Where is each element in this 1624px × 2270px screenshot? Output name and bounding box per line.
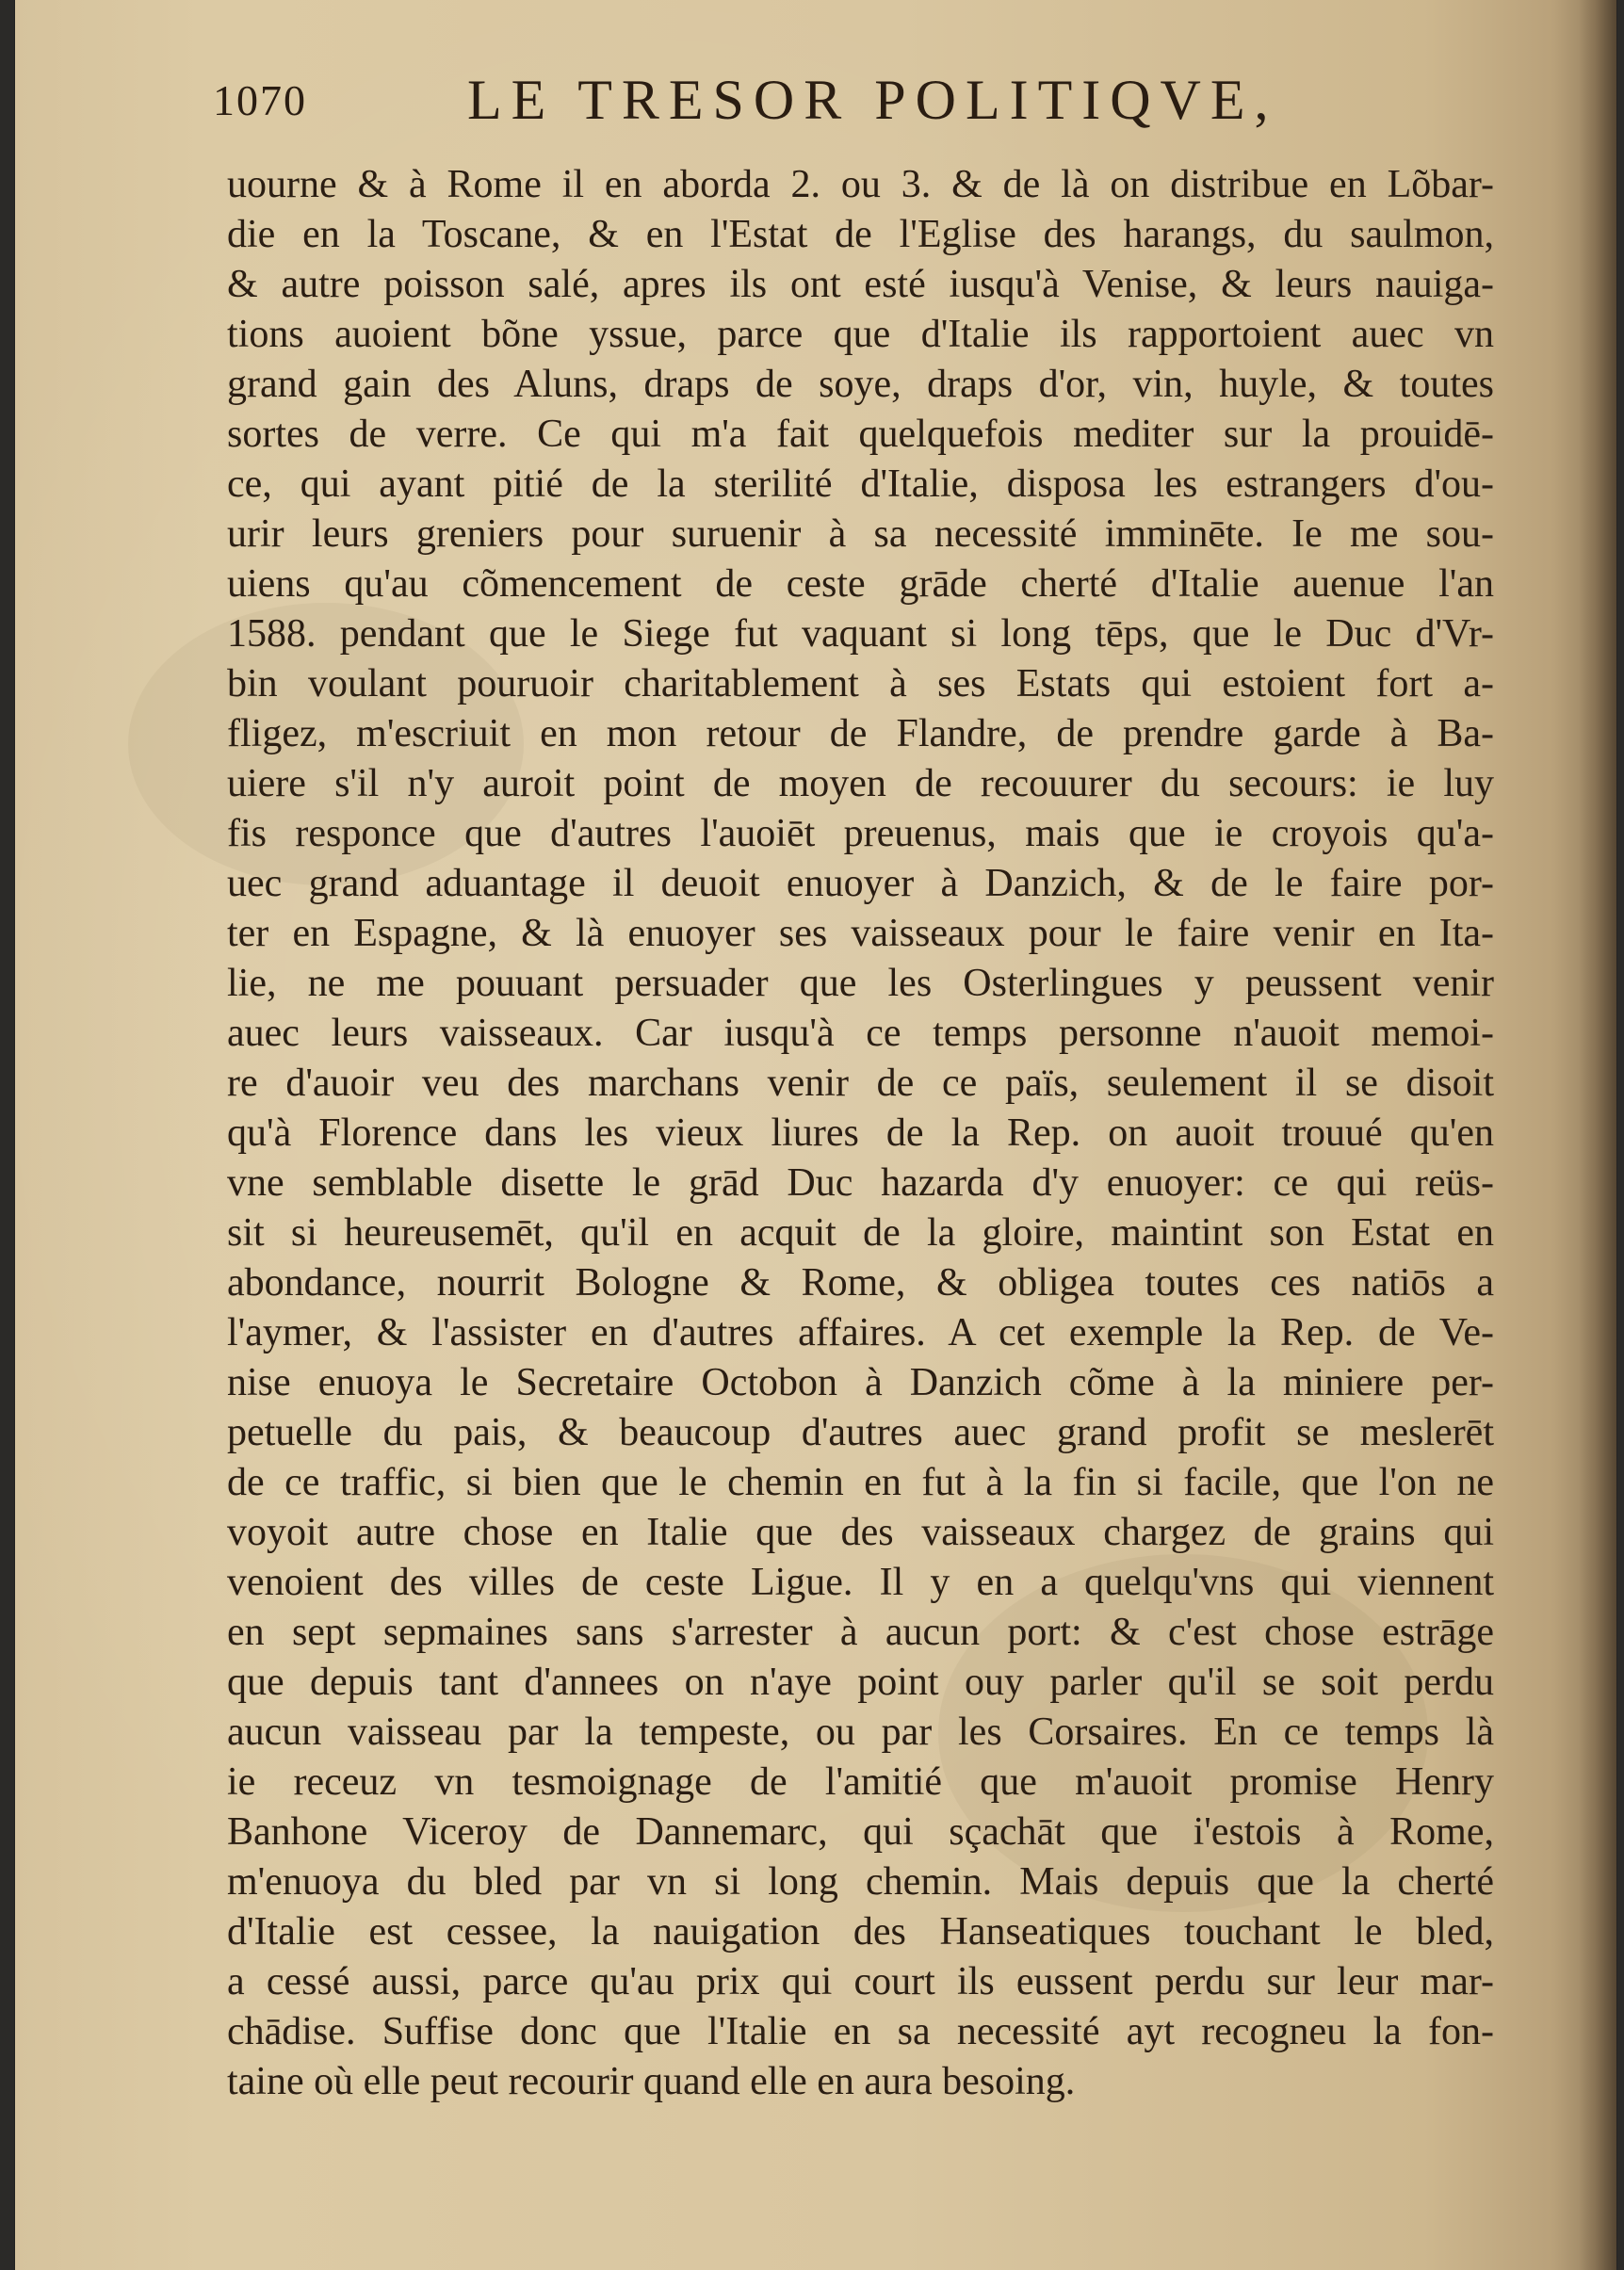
text-line: ter en Espagne, & là enuoyer ses vaisseaux pour le faire venir en Ita- [227, 912, 1494, 955]
text-line: Banhone Viceroy de Dannemarc, qui sçachāt que i'estois à Rome, [227, 1810, 1494, 1854]
text-line: que depuis tant d'annees on n'aye point ouy parler qu'il se soit perdu [227, 1661, 1494, 1704]
text-line: tions auoient bõne yssue, parce que d'Italie ils rapportoient auec vn [227, 313, 1494, 356]
text-line: l'aymer, & l'assister en d'autres affaires. A cet exemple la Rep. de Ve- [227, 1311, 1494, 1354]
text-line: & autre poisson salé, apres ils ont esté iusqu'à Venise, & leurs nauiga- [227, 263, 1494, 306]
text-line: petuelle du pais, & beaucoup d'autres auec grand profit se meslerēt [227, 1411, 1494, 1454]
text-line: d'Italie est cessee, la nauigation des Hanseatiques touchant le bled, [227, 1910, 1494, 1954]
body-text [227, 160, 1494, 2107]
text-line: urir leurs greniers pour suruenir à sa necessité imminēte. Ie me sou- [227, 512, 1494, 556]
page-edge-shadow [1579, 0, 1616, 2270]
page-number: 1070 [213, 76, 307, 124]
text-line: 1588. pendant que le Siege fut vaquant si long tēps, que le Duc d'Vr- [227, 612, 1494, 656]
text-line: venoient des villes de ceste Ligue. Il y en a quelqu'vns qui viennent [227, 1561, 1494, 1604]
page-header [194, 58, 1532, 143]
text-line: fis responce que d'autres l'auoiēt preuenus, mais que ie croyois qu'a- [227, 812, 1494, 855]
text-line: ie receuz vn tesmoignage de l'amitié que m'auoit promise Henry [227, 1760, 1494, 1804]
text-line: abondance, nourrit Bologne & Rome, & obligea toutes ces natiōs a [227, 1261, 1494, 1305]
text-line: m'enuoya du bled par vn si long chemin. Mais depuis que la cherté [227, 1860, 1494, 1904]
running-title: LE TRESOR POLITIQVE, [467, 69, 1278, 131]
text-line: fligez, m'escriuit en mon retour de Flandre, de prendre garde à Ba- [227, 712, 1494, 755]
text-line: sit si heureusemēt, qu'il en acquit de la gloire, maintint son Estat en [227, 1211, 1494, 1255]
text-line: ce, qui ayant pitié de la sterilité d'Italie, disposa les estrangers d'ou- [227, 462, 1494, 506]
text-line: uec grand aduantage il deuoit enuoyer à Danzich, & de le faire por- [227, 862, 1494, 905]
text-line: uourne & à Rome il en aborda 2. ou 3. & de là on distribue en Lõbar- [227, 163, 1494, 206]
text-line: uiere s'il n'y auroit point de moyen de recouurer du secours: ie luy [227, 762, 1494, 805]
text-line: de ce traffic, si bien que le chemin en fut à la fin si facile, que l'on ne [227, 1461, 1494, 1504]
text-line: chādise. Suffise donc que l'Italie en sa necessité ayt recogneu la fon- [227, 2010, 1494, 2053]
book-page [15, 0, 1616, 2270]
text-line: lie, ne me pouuant persuader que les Osterlingues y peussent venir [227, 962, 1494, 1005]
text-line: sortes de verre. Ce qui m'a fait quelquefois mediter sur la prouidē- [227, 413, 1494, 456]
text-line: en sept sepmaines sans s'arrester à aucun port: & c'est chose estrāge [227, 1611, 1494, 1654]
text-line: auec leurs vaisseaux. Car iusqu'à ce temps personne n'auoit memoi- [227, 1012, 1494, 1055]
text-line: uiens qu'au cõmencement de ceste grāde cherté d'Italie auenue l'an [227, 562, 1494, 606]
text-line: grand gain des Aluns, draps de soye, draps d'or, vin, huyle, & toutes [227, 363, 1494, 406]
text-line: qu'à Florence dans les vieux liures de la Rep. on auoit trouué qu'en [227, 1111, 1494, 1155]
text-line: nise enuoya le Secretaire Octobon à Danzich cõme à la miniere per- [227, 1361, 1494, 1404]
text-line: voyoit autre chose en Italie que des vaisseaux chargez de grains qui [227, 1511, 1494, 1554]
text-line: re d'auoir veu des marchans venir de ce païs, seulement il se disoit [227, 1062, 1494, 1105]
text-line: vne semblable disette le grād Duc hazarda d'y enuoyer: ce qui reüs- [227, 1161, 1494, 1205]
text-line: bin voulant pouruoir charitablement à ses Estats qui estoient fort a- [227, 662, 1494, 705]
text-line-last: taine où elle peut recourir quand elle en aura besoing. [227, 2060, 1076, 2103]
text-line: die en la Toscane, & en l'Estat de l'Eglise des harangs, du saulmon, [227, 213, 1494, 256]
text-line: aucun vaisseau par la tempeste, ou par les Corsaires. En ce temps là [227, 1711, 1494, 1754]
text-line: a cessé aussi, parce qu'au prix qui court ils eussent perdu sur leur mar- [227, 1960, 1494, 2003]
